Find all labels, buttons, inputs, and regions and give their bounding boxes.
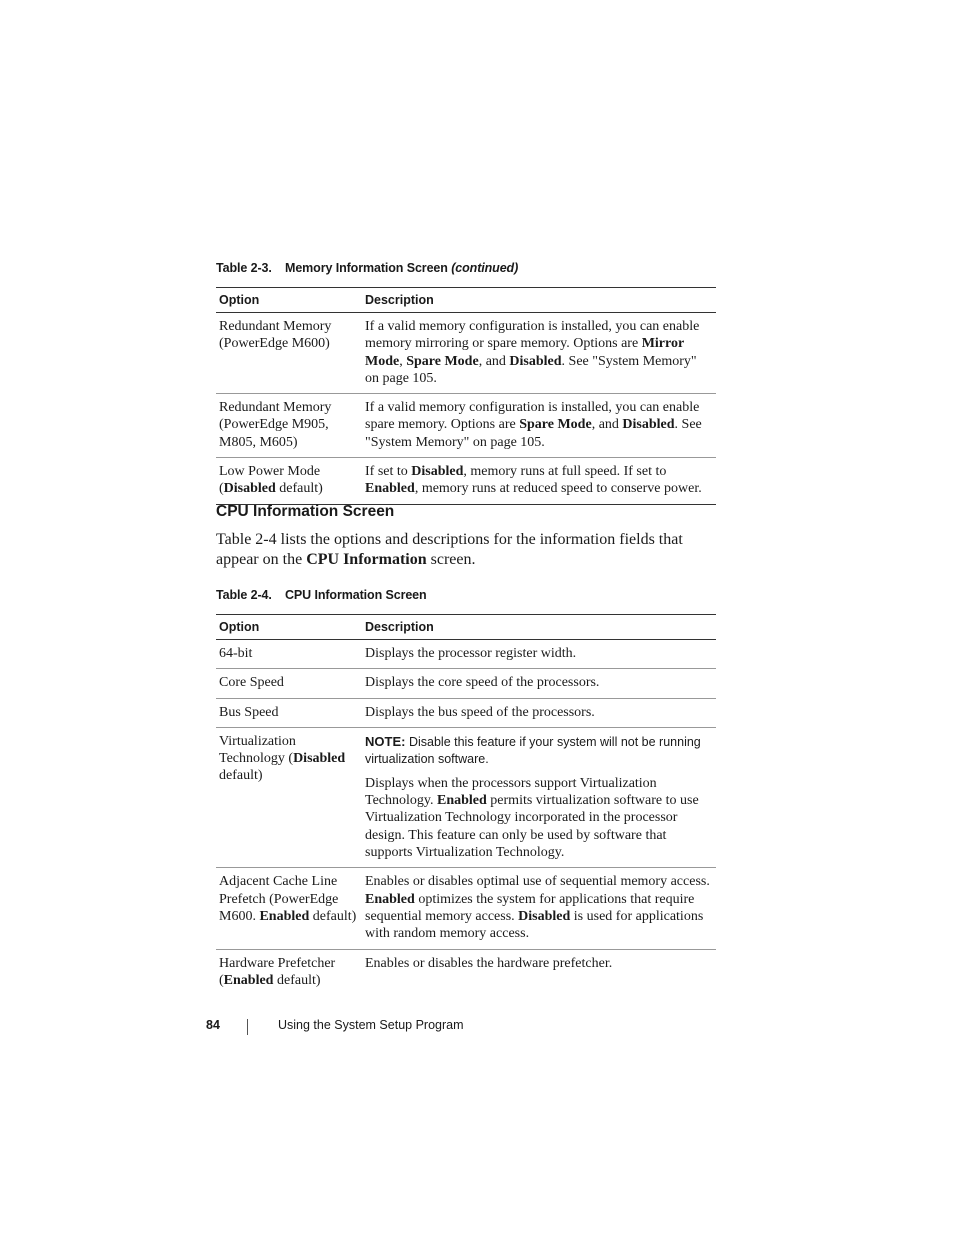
text-run: permits virtualization software to use Virtualization Technology incorporated in the processor design. This feature can only be used by software that supports Virtualization Technology. [365,793,699,861]
emphasized-term: Disabled [622,417,675,433]
text-run: If a valid memory configuration is installed, you can enable spare memory. Options are [365,400,700,433]
emphasized-term: CPU Information [306,550,427,568]
emphasized-term: Enabled [436,793,487,809]
column-header-description: Description [362,288,716,313]
emphasized-term: Spare Mode [406,353,479,369]
description-cell: Enables or disables the hardware prefetcher. [365,955,613,971]
text-run: . See "System Memory" on page 105. [365,417,702,450]
table-row [216,313,716,394]
footer-chapter-title: Using the System Setup Program [278,1018,464,1032]
emphasized-term: Disabled [293,751,346,767]
text-run: Displays when the processors support Virtualization Technology. [365,775,657,809]
text-run: Enables or disables optimal use of sequential memory access. [365,874,710,890]
page-number: 84 [206,1018,220,1032]
table-row [216,949,716,995]
text-run: , [399,353,407,369]
table-row [216,698,716,727]
table-caption-number: Table 2-4. [216,588,272,602]
text-run: Hardware Prefetcher ( [219,955,336,988]
column-header-option: Option [216,615,362,640]
table-row [216,394,716,458]
note-block [365,733,713,769]
section-paragraph [216,530,716,569]
text-run: Table 2-4 lists the options and descriptions for the information fields that appear on the [216,531,683,568]
description-cell [362,458,716,505]
emphasized-term: Spare Mode [519,417,592,433]
emphasized-term: Enabled [223,972,274,988]
cpu-information-table [216,614,716,995]
description-cell [362,868,716,949]
option-cell [216,868,362,949]
emphasized-term: Enabled [259,908,310,924]
table-header-row [216,615,716,640]
footer-divider [247,1019,248,1035]
text-run: Virtualization Technology ( [219,733,296,767]
memory-information-table [216,287,716,505]
option-cell [216,949,362,995]
note-text: Disable this feature if your system will not be running virtualization software. [365,734,701,767]
text-run: screen. [426,550,476,568]
table-row [216,868,716,949]
table-caption-number: Table 2-3. [216,261,272,275]
note-label: NOTE: [365,733,406,749]
text-run: Low Power Mode ( [219,464,321,497]
emphasized-term: Mirror Mode [365,336,684,369]
description-cell: Displays the processor register width. [362,640,716,669]
table-header-row [216,288,716,313]
text-run: default) [309,908,357,924]
description-cell [362,313,716,394]
option-cell [216,727,362,867]
emphasized-term: Disabled [411,464,464,480]
text-run: optimizes the system for applications that require sequential memory access. [365,891,695,924]
description-cell [362,394,716,458]
table-row [216,640,716,669]
table-caption-title: CPU Information Screen [285,588,427,602]
column-header-description: Description [362,615,716,640]
table-row [216,458,716,505]
text-run: , and [591,417,623,433]
option-cell [216,458,362,505]
section-heading: CPU Information Screen [216,503,395,520]
text-run: Adjacent Cache Line Prefetch (PowerEdge M600. [219,874,339,924]
emphasized-term: Enabled [365,891,415,907]
text-run: , memory runs at reduced speed to conserve power. [414,481,702,497]
text-run: If a valid memory configuration is installed, you can enable memory mirroring or spare memory. Options are [365,319,700,352]
description-cell: Displays the core speed of the processors. [362,669,716,698]
text-run: default) [273,972,321,988]
text-run: If set to [365,464,412,480]
table-row [216,727,716,867]
column-header-option: Option [216,288,362,313]
emphasized-term: Disabled [223,481,276,497]
description-text [365,775,713,861]
option-cell: Redundant Memory (PowerEdge M600) [216,313,362,394]
description-cell: Displays the bus speed of the processors. [362,698,716,727]
text-run: is used for applications with random memory access. [365,908,704,942]
table-caption [216,588,427,602]
emphasized-term: Enabled [365,481,415,497]
emphasized-term: Disabled [509,353,562,369]
table-caption-title: Memory Information Screen [285,261,448,275]
text-run: . See "System Memory" on page 105. [365,353,697,386]
option-cell: 64-bit [216,640,362,669]
text-run: default) [219,768,263,784]
description-cell [362,727,716,867]
text-run: default) [275,481,323,497]
option-cell: Bus Speed [216,698,362,727]
text-run: , and [478,353,510,369]
emphasized-term: Disabled [518,908,571,924]
table-caption-suffix: (continued) [451,261,519,275]
table-row [216,669,716,698]
option-cell: Redundant Memory (PowerEdge M905, M805, M605) [216,394,362,458]
text-run: , memory runs at full speed. If set to [463,464,667,480]
table-caption [216,261,518,275]
option-cell: Core Speed [216,669,362,698]
